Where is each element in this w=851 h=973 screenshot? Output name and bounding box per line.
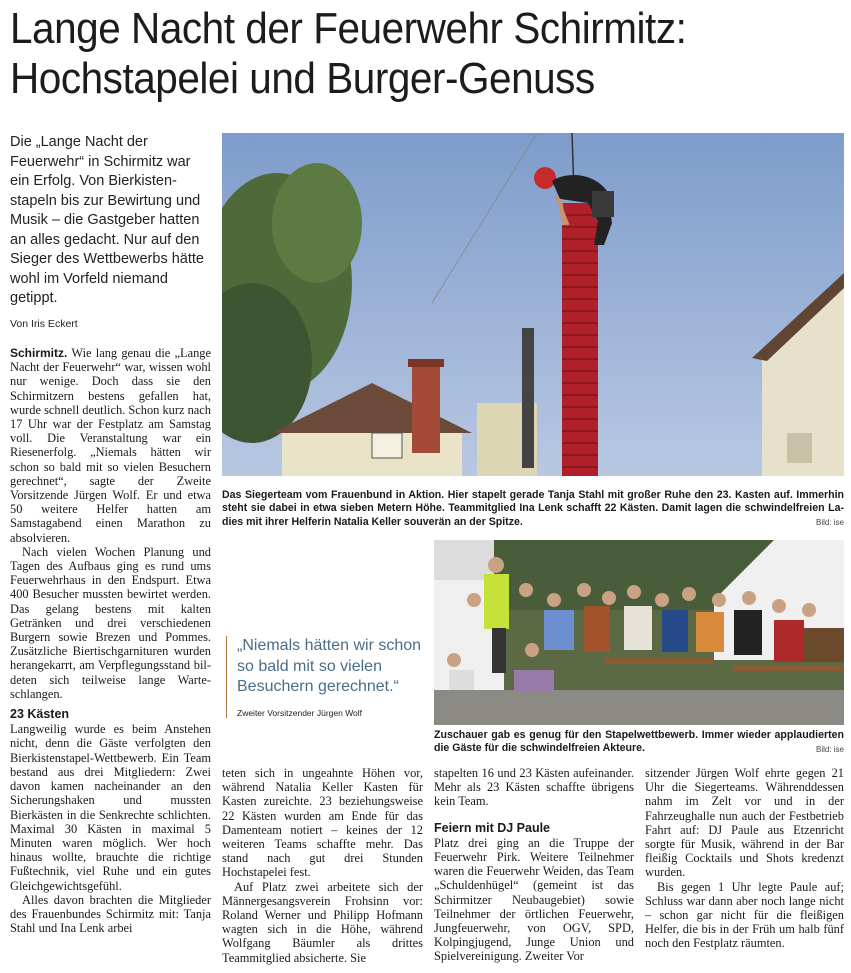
photo1-credit: Bild: ise	[815, 518, 844, 527]
col2-paragraph-2: Auf Platz zwei arbeitete sich der Männergesangsverein Frohsinn vor: Roland Werner und Philipp Hofmann wagten sich in die Höhe, während Wolfgang Bäumler als drittes Teammitglied absicherte. Sie	[222, 879, 423, 965]
subhead-dj-paule: Feiern mit DJ Paule	[434, 820, 551, 835]
article-column-2	[222, 766, 423, 965]
col1-paragraph-2: Nach vielen Wochen Planung und Tagen des Aufbaus ging es rund ums Feuerwehrhaus in den Endspurt. Etwa 400 Besucher mussten bewirtet werden. Das gelang bestens mit kalten Getränken und drei verschiedenen Burgern sowie Brezen und Pommes. Zusätzliche Biertischgarnituren wurden herangekarrt, am Verpflegungsstand bildeten sich teilweise lange Warteschlangen.	[10, 544, 211, 701]
col1-paragraph-1: Wie lang genau die „Lange Nacht der Feuerwehr“ war, wissen wohl nur wenige. Doch dass sie den Schirmitzern bestens gefallen hat, wurde schnell deutlich. Schon kurz nach 17 Uhr war der Festplatz am Samstag voll. Die Veranstaltung war ein Riesenerfolg. „Niemals hätten wir schon so bald mit so vielen Besuchern gerechnet“, sagte der Zweite Vorsitzende Jürgen Wolf. Er und etwa 50 weitere Helfer hatten am Samstagabend einen Marathon zu absolvieren.	[10, 346, 211, 545]
col2-paragraph-1: teten sich in ungeahnte Höhen vor, während Natalia Keller Kasten für Kasten zureichte. 23 beziehungsweise 22 Kästen wurden am Ende für das Damenteam notiert – keines der 12 weiteren Teams schaffte mehr. Das stand nach gut drei Stunden Hochstapelei fest.	[222, 766, 423, 880]
col3-paragraph-1: stapelten 16 und 23 Kästen aufeinander. Mehr als 23 Kästen schaffte übrigens kein Team.	[434, 766, 634, 809]
author-byline: Von Iris Eckert	[10, 318, 78, 330]
col1-paragraph-3: Langweilig wurde es beim Anstehen nicht, denn die Gäste verfolgten den Bierkistenstapel-Wettbewerb. Ein Team bestand aus drei Mitgliedern: Zwei davon kamen nacheinander an den Sicherungshaken und mussten Bierkästen in die Senkrechte schlichten. Maximal 30 Kästen in maximal 5 Minuten waren möglich. Wer hoch hinaus wollte, brauchte die richtige Fußtechnik, viel Ruhe und ein gutes Gleichgewichtsgefühl.	[10, 722, 211, 893]
subhead-23-kaesten: 23 Kästen	[10, 707, 70, 722]
crowd-illustration	[434, 540, 844, 725]
col3-paragraph-2: Platz drei ging an die Truppe der Feuerwehr Pirk. Weitere Teilnehmer waren die Feuerwehr Weiden, das Team „Schuldenhügel“ (gemeint ist das Schirmitzer Neubaugebiet) sowie Teilnehmer der örtlichen Feuerwehr, Jungfeuerwehr, von OGV, SPD, Kolpingjugend, Junge Union und Spielvereinigung. Zweiter Vor	[434, 835, 634, 964]
col1-paragraph-4: Alles davon brachten die Mitglieder des Frauenbundes Schirmitz mit: Tanja Stahl und Ina Lenk arbei	[10, 892, 211, 936]
article-column-1	[10, 346, 211, 935]
headline	[10, 4, 778, 104]
photo1-caption: Das Siegerteam vom Frauenbund in Aktion. Hier stapelt gerade Tanja Stahl mit großer Ruhe den 23. Kasten auf. Immerhin steht sie dabei in etwa sieben Metern Höhe. Teammitglied Ina Lenk schafft 22 Kästen. Damit lagen die schwindelfreien Ladies mit ihrer Helferin Natalia Keller souverän an der Spitze.	[222, 489, 844, 528]
photo-crate-stacking	[222, 133, 844, 476]
crate-stacking-illustration	[222, 133, 844, 476]
col4-paragraph-2: Bis gegen 1 Uhr legte Paule auf; Schluss war dann aber noch lange nicht – schon gar nicht für die fleißigen Helfer, die bis in der Früh um halb fünf noch den Festplatz räumten.	[645, 879, 844, 951]
headline-line-2: Hochstapelei und Burger-Genuss	[10, 54, 595, 103]
photo-crowd	[434, 540, 844, 725]
headline-line-1: Lange Nacht der Feuerwehr Schirmitz:	[10, 4, 687, 53]
photo2-caption: Zuschauer gab es genug für den Stapelwettbewerb. Immer wieder applaudierten die Gäste für die schwindelfreien Akteure.	[434, 729, 844, 755]
photo2-credit: Bild: ise	[815, 745, 844, 754]
lead-paragraph: Die „Lange Nacht der Feuerwehr“ in Schirmitz war ein Erfolg. Von Bierkistenstapeln bis zur Bewirtung und Musik – die Gastgeber hatten an alles gedacht. Nur auf den Sieger des Wettbewerbs hätte wohl im Vorfeld niemand getippt.	[10, 134, 204, 306]
pull-quote-text: „Niemals hätten wir schon so bald mit so vielen Besuchern gerechnet.“	[237, 637, 422, 695]
dateline: Schirmitz.	[10, 346, 68, 360]
col4-paragraph-1: sitzender Jürgen Wolf ehrte gegen 21 Uhr die Siegerteams. Währenddessen nahm im Zelt vor und in der Fahrzeughalle nun auch der Festbetrieb Fahrt auf: DJ Paule aus Etzenricht sorgte für Musik, während in der Bar fleißig Cocktails und Shots kredenzt wurden.	[645, 766, 844, 880]
article-column-4	[645, 766, 844, 951]
article-column-3	[434, 766, 634, 964]
pull-quote-source: Zweiter Vorsitzender Jürgen Wolf	[237, 707, 363, 718]
pull-quote	[226, 636, 433, 718]
